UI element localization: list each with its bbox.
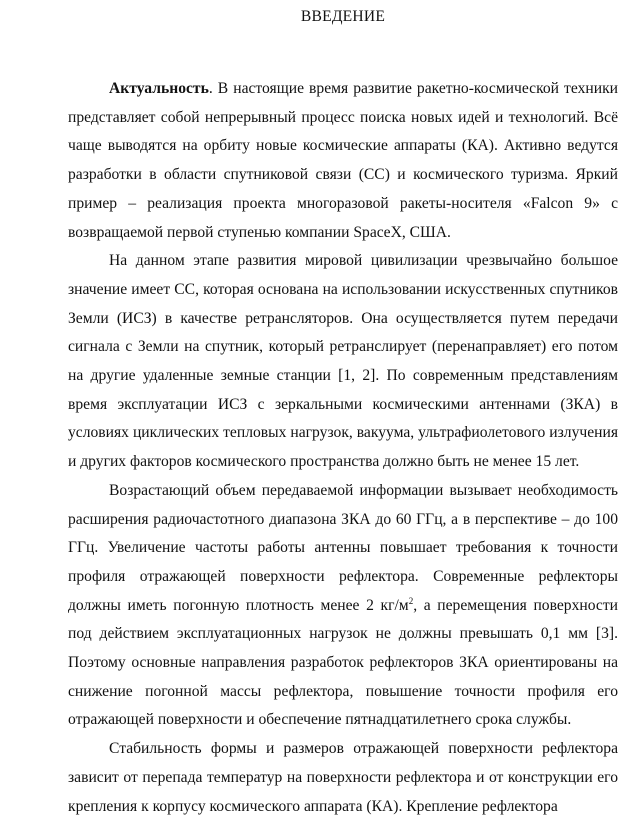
paragraph-relevance <box>68 75 618 247</box>
relevance-heading: Актуальность <box>109 80 209 97</box>
paragraph-frequency-text-b: , а перемещения поверхности под действием эксплуатационных нагрузок не должны превышать 0,1 мм [3]. Поэтому основные направления разработок рефлекторов ЗКА ориентированы на снижение погонной массы рефлектора, повышение точности профиля его отражающей поверхности и обеспечение пятнадцатилетнего срока службы. <box>68 596 619 729</box>
superscript-2: 2 <box>408 595 414 606</box>
paragraph-stability: Стабильность формы и размеров отражающей поверхности рефлектора зависит от перепада температур на поверхности рефлектора и от конструкции его крепления к корпусу космического аппарата (КА). Крепление рефлектора <box>68 740 618 815</box>
paragraph-frequency-range <box>68 477 618 735</box>
paragraph-relevance-text: . В настоящие время развитие ракетно-космической техники представляет собой непрерывный процесс поиска новых идей и технологий. Всё чаще выводятся на орбиту новые космические аппараты (КА). Активно ведутся разработки в области спутниковой связи (СС) и космического туризма. Яркий пример – реализация проекта многоразовой ракеты-носителя «Falcon 9» с возвращаемой первой ступенью компании SpaceX, США. <box>68 80 618 241</box>
page-title: ВВЕДЕНИЕ <box>300 8 386 25</box>
paragraph-frequency-text-a: Возрастающий объем передаваемой информации вызывает необходимость расширения радиочастотного диапазона ЗКА до 60 ГГц, а в перспективе – до 100 ГГц. Увеличение частоты работы антенны повышает требования к точности профиля отражающей поверхности рефлектора. Современные рефлекторы должны иметь погонную плотность менее 2 кг/м <box>68 481 618 614</box>
paragraph-satellite-communication: На данном этапе развития мировой цивилизации чрезвычайно большое значение имеет СС, которая основана на использовании искусственных спутников Земли (ИСЗ) в качестве ретрансляторов. Она осуществляется путем передачи сигнала с Земли на спутник, который ретранслирует (перенаправляет) его потом на другие удаленные земные станции [1, 2]. По современным представлениям время эксплуатации ИСЗ с зеркальными космическими антеннами (ЗКА) в условиях циклических тепловых нагрузок, вакуума, ультрафиолетового излучения и других факторов космического пространства должно быть не менее 15 лет. <box>68 252 618 471</box>
